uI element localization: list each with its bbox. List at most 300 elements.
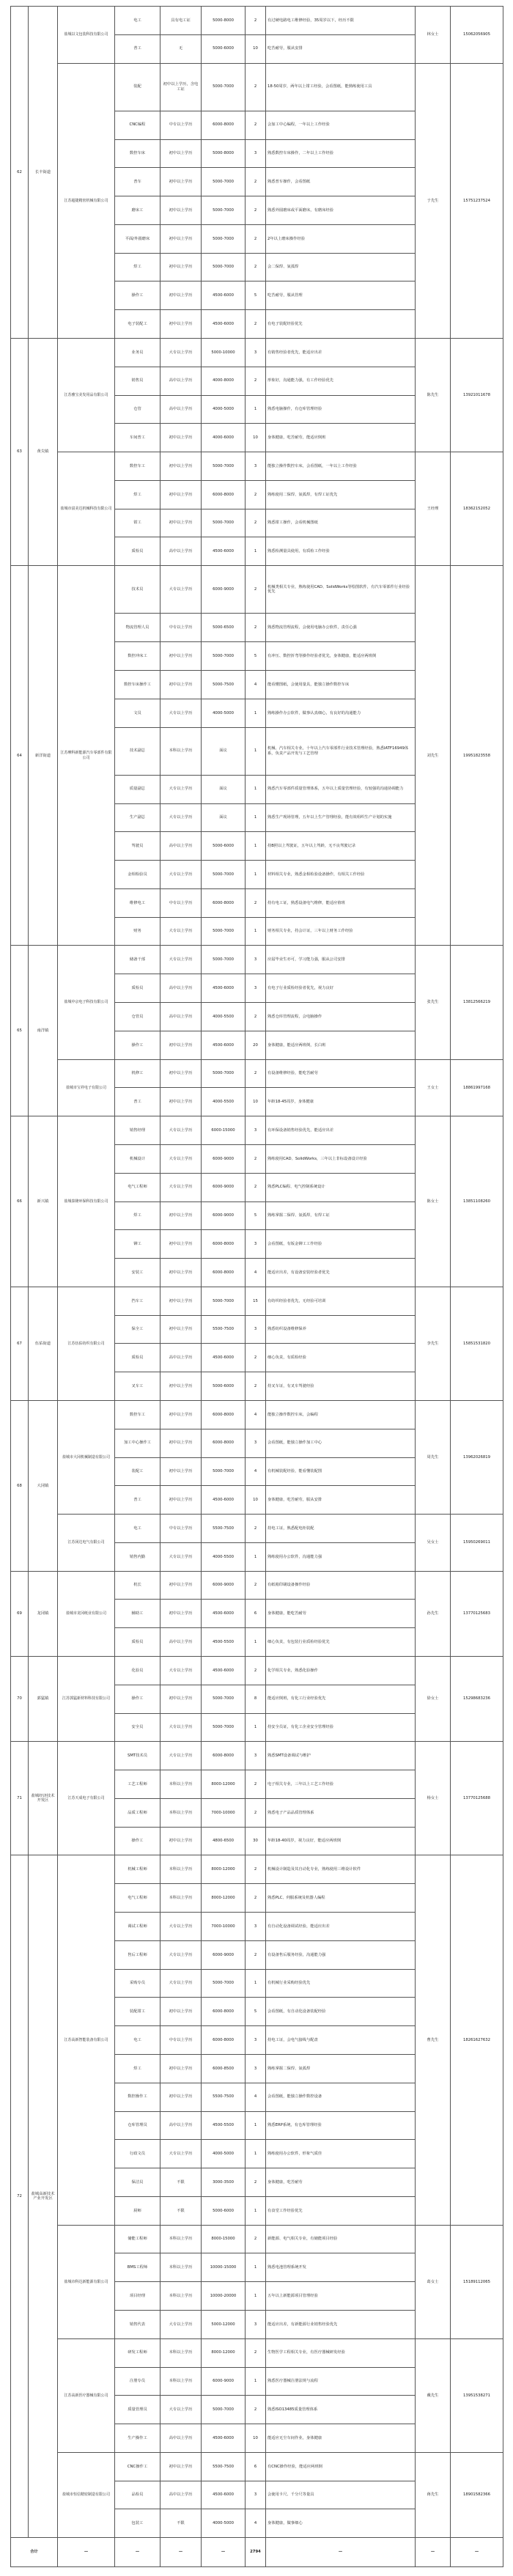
- headcount-cell: 2: [246, 7, 266, 35]
- company-name-cell: 盐城市宝祥电子有限公司: [58, 1059, 115, 1116]
- requirements-cell: 能适应出差，有设备安装经验者优先: [266, 1259, 416, 1287]
- job-title-cell: 电工: [115, 2026, 160, 2055]
- company-name-cell: 江苏天成电子有限公司: [58, 1742, 115, 1855]
- education-cell: 初中以上学历: [160, 1457, 202, 1486]
- job-title-cell: 售后工程师: [115, 1940, 160, 1969]
- company-name-cell: 盐城以文包装科技有限公司: [58, 7, 115, 64]
- job-title-cell: 钳工: [115, 509, 160, 537]
- park-name-cell: 盐城高新技术产业开发区: [29, 1855, 58, 2538]
- education-cell: 大专以上学历: [160, 699, 202, 727]
- group-number-cell: 64: [11, 566, 29, 946]
- salary-cell: 8000-12000: [202, 1884, 246, 1913]
- job-title-cell: CNC编程: [115, 111, 160, 139]
- requirements-cell: 熟悉物流管理流程，会使用电脑办公软件，责任心强: [266, 614, 416, 642]
- headcount-cell: 3: [246, 2481, 266, 2509]
- contact-person-cell: 周先生: [416, 1400, 451, 1514]
- job-title-cell: 质量管理员: [115, 2396, 160, 2424]
- requirements-cell: 熟练掌握二保焊、氩弧焊，有焊工证: [266, 1201, 416, 1230]
- phone-number-cell: 13770125683: [451, 1571, 503, 1656]
- contact-person-cell: 徐女士: [416, 1657, 451, 1742]
- salary-cell: 8000-12000: [202, 2338, 246, 2367]
- headcount-cell: 2: [246, 614, 266, 642]
- park-name-cell: 黄尖镇: [29, 339, 58, 566]
- group-number-cell: 65: [11, 946, 29, 1116]
- education-cell: 大专以上学历: [160, 1713, 202, 1742]
- education-cell: 不限: [160, 2168, 202, 2197]
- job-title-cell: 仓库管理员: [115, 2111, 160, 2140]
- job-title-cell: 电工: [115, 1515, 160, 1543]
- headcount-cell: 2: [246, 888, 266, 917]
- total-count-cell: 2794: [246, 2538, 266, 2567]
- requirements-cell: 有环保设备销售经验优先，能适应出差: [266, 1116, 416, 1145]
- headcount-cell: 2: [246, 1884, 266, 1913]
- phone-number-cell: 15751237524: [451, 63, 503, 338]
- headcount-cell: 2: [246, 566, 266, 614]
- salary-cell: 3000-3500: [202, 2168, 246, 2197]
- table-row: [11, 1742, 503, 1770]
- job-title-cell: 普工: [115, 1088, 160, 1116]
- salary-cell: 8000-12000: [202, 1770, 246, 1799]
- education-cell: 初中以上学历: [160, 1571, 202, 1600]
- job-title-cell: 行政文员: [115, 2140, 160, 2168]
- salary-cell: 5000-10000: [202, 339, 246, 367]
- headcount-cell: 1: [246, 1969, 266, 1998]
- headcount-cell: 1: [246, 832, 266, 861]
- requirements-cell: 熟练操作办公软件，做事认真细心，有良好的沟通能力: [266, 699, 416, 727]
- requirements-cell: 生物医学工程相关专业，有医疗器械研发经验: [266, 2338, 416, 2367]
- headcount-cell: 1: [246, 537, 266, 566]
- contact-person-cell: 孙先生: [416, 1571, 451, 1656]
- job-title-cell: 操作工: [115, 281, 160, 310]
- education-cell: 高中以上学历: [160, 974, 202, 1003]
- requirements-cell: 熟悉PLC、伺服系统及机器人编程: [266, 1884, 416, 1913]
- table-row: [11, 1657, 503, 1685]
- phone-number-cell: 13851108260: [451, 1116, 503, 1287]
- requirements-cell: 有食堂工作经验优先: [266, 2196, 416, 2225]
- phone-number-cell: 13951538271: [451, 2338, 503, 2452]
- education-cell: 初中以上学历: [160, 253, 202, 281]
- requirements-cell: 持安全员证，有化工企业安全管理经验: [266, 1713, 416, 1742]
- education-cell: 初中以上学历: [160, 1287, 202, 1315]
- park-name-cell: 龙冈镇: [29, 1571, 58, 1656]
- headcount-cell: 2: [246, 2168, 266, 2197]
- company-name-cell: 盐城市科达新能源有限公司: [58, 2225, 115, 2338]
- contact-person-cell: 陈女士: [416, 1116, 451, 1287]
- headcount-cell: 1: [246, 775, 266, 803]
- job-title-cell: 仓管: [115, 395, 160, 424]
- job-title-cell: 机修工: [115, 1059, 160, 1088]
- education-cell: 初中以上学历: [160, 1685, 202, 1713]
- salary-cell: 6000-8000: [202, 480, 246, 509]
- headcount-cell: 2: [246, 2396, 266, 2424]
- requirements-cell: 有电子行业质检经验者优先，视力良好: [266, 974, 416, 1003]
- total-row: [11, 2538, 503, 2567]
- headcount-cell: 2: [246, 1059, 266, 1088]
- contact-person-cell: 刘先生: [416, 566, 451, 946]
- education-cell: 大专以上学历: [160, 566, 202, 614]
- headcount-cell: 3: [246, 1913, 266, 1941]
- requirements-cell: 熟悉普车操作，会看图纸: [266, 168, 416, 196]
- salary-cell: 5500-7500: [202, 1515, 246, 1543]
- headcount-cell: 4: [246, 1400, 266, 1429]
- salary-cell: 5000-7000: [202, 1713, 246, 1742]
- headcount-cell: 2: [246, 2225, 266, 2253]
- education-cell: 大专以上学历: [160, 2310, 202, 2338]
- headcount-cell: 2: [246, 111, 266, 139]
- education-cell: 具有电工证: [160, 7, 202, 35]
- job-title-cell: 质检员: [115, 1628, 160, 1657]
- salary-cell: 5000-7000: [202, 1287, 246, 1315]
- requirements-cell: 熟悉钳工操作，会看机械图纸: [266, 509, 416, 537]
- headcount-cell: 4: [246, 2083, 266, 2111]
- headcount-cell: 2: [246, 1657, 266, 1685]
- headcount-cell: 1: [246, 861, 266, 889]
- salary-cell: 10000-15000: [202, 2253, 246, 2282]
- requirements-cell: 熟悉纺织设备维修保养: [266, 1315, 416, 1344]
- company-name-cell: 江苏冈达电气有限公司: [58, 1515, 115, 1572]
- salary-cell: 6000-8000: [202, 888, 246, 917]
- requirements-cell: 五年以上新能源项目管理经验: [266, 2282, 416, 2311]
- requirements-cell: 熟悉汽车零部件质量管理体系，五年以上质量管理经验，有较强的沟通协调能力: [266, 775, 416, 803]
- salary-cell: 5000-7000: [202, 253, 246, 281]
- job-title-cell: 注册专员: [115, 2367, 160, 2396]
- company-name-cell: 江苏雅宝美发用品有限公司: [58, 339, 115, 452]
- education-cell: 本科以上学历: [160, 2367, 202, 2396]
- headcount-cell: 30: [246, 1827, 266, 1855]
- salary-cell: 10000-20000: [202, 2282, 246, 2311]
- job-title-cell: 销售员: [115, 367, 160, 395]
- headcount-cell: 1: [246, 1713, 266, 1742]
- education-cell: 本科以上学历: [160, 1855, 202, 1884]
- salary-cell: 6000-15000: [202, 1116, 246, 1145]
- education-cell: 本科以上学历: [160, 1798, 202, 1827]
- education-cell: 中专以上学历: [160, 111, 202, 139]
- education-cell: 初中以上学历: [160, 1315, 202, 1344]
- phone-number-cell: 15189112065: [451, 2225, 503, 2338]
- education-cell: 高中以上学历: [160, 2424, 202, 2453]
- salary-cell: 5000-8000: [202, 139, 246, 168]
- salary-cell: 5000-6000: [202, 2196, 246, 2225]
- group-number-cell: 69: [11, 1571, 29, 1656]
- requirements-cell: 18-50周岁，两年以上钳工经验，会看图纸，能熟练使用工具: [266, 63, 416, 111]
- requirements-cell: 细心负责，有包装行业质检经验优先: [266, 1628, 416, 1657]
- table-row: [11, 63, 503, 111]
- salary-cell: 5000-7000: [202, 509, 246, 537]
- job-title-cell: 财务: [115, 917, 160, 946]
- education-cell: 初中以上学历，含电工证: [160, 63, 202, 111]
- salary-cell: 面议: [202, 803, 246, 832]
- headcount-cell: 20: [246, 1031, 266, 1059]
- table-row: [11, 946, 503, 974]
- total-dash-cell: —: [115, 2538, 160, 2567]
- education-cell: 初中以上学历: [160, 168, 202, 196]
- headcount-cell: 1: [246, 699, 266, 727]
- table-row: [11, 1059, 503, 1088]
- headcount-cell: 6: [246, 2452, 266, 2481]
- education-cell: 初中以上学历: [160, 1201, 202, 1230]
- requirements-cell: 熟悉数控车床操作，二年以上工作经验: [266, 139, 416, 168]
- requirements-cell: 有过硬电路电工维修经验，35周岁以下，经历不限: [266, 7, 416, 35]
- table-row: [11, 2225, 503, 2253]
- job-title-cell: 电气工程师: [115, 1884, 160, 1913]
- headcount-cell: 5: [246, 1201, 266, 1230]
- requirements-cell: 熟悉电脑操作，有仓库管理经验: [266, 395, 416, 424]
- requirements-cell: 机械、汽车相关专业，十年以上汽车零部件行业技术管理经验，熟悉IATF16949体系，负责产品开发与工艺管理: [266, 727, 416, 775]
- headcount-cell: 4: [246, 1259, 266, 1287]
- job-title-cell: 普工: [115, 1486, 160, 1515]
- job-title-cell: 仓管员: [115, 1003, 160, 1031]
- requirements-cell: 机械设计制造及其自动化专业，熟练使用三维设计软件: [266, 1855, 416, 1884]
- education-cell: 大专以上学历: [160, 1742, 202, 1770]
- requirements-cell: 身体健康，吃苦耐劳: [266, 2168, 416, 2197]
- education-cell: 初中以上学历: [160, 1259, 202, 1287]
- contact-person-cell: 葛女士: [416, 2225, 451, 2338]
- salary-cell: 8000-15000: [202, 2225, 246, 2253]
- salary-cell: 4500-6000: [202, 537, 246, 566]
- education-cell: 初中以上学历: [160, 1031, 202, 1059]
- group-number-cell: 70: [11, 1657, 29, 1742]
- headcount-cell: 1: [246, 1542, 266, 1571]
- job-title-cell: 铆工: [115, 1230, 160, 1259]
- education-cell: 初中以上学历: [160, 1827, 202, 1855]
- headcount-cell: 1: [246, 803, 266, 832]
- salary-cell: 6000-9000: [202, 1571, 246, 1600]
- requirements-cell: 财务相关专业，持会计证，三年以上财务工作经验: [266, 917, 416, 946]
- requirements-cell: 熟悉电子产品品质管理体系: [266, 1798, 416, 1827]
- requirements-cell: 有冲压、数控折弯等操作经验者优先，身体健康，能适应两班倒: [266, 642, 416, 671]
- requirements-cell: 熟练使用办公软件，形象气质佳: [266, 2140, 416, 2168]
- education-cell: 初中以上学历: [160, 671, 202, 699]
- job-title-cell: 品检员: [115, 2481, 160, 2509]
- headcount-cell: 6: [246, 1600, 266, 1628]
- requirements-cell: 有CNC操作经验，能适应两班倒: [266, 2452, 416, 2481]
- job-title-cell: 研发工程师: [115, 2338, 160, 2367]
- requirements-cell: 持B照以上驾驶证，五年以上驾龄，无不良驾驶记录: [266, 832, 416, 861]
- salary-cell: 6000-8000: [202, 1400, 246, 1429]
- headcount-cell: 2: [246, 253, 266, 281]
- job-title-cell: 文员: [115, 699, 160, 727]
- education-cell: 大专以上学历: [160, 803, 202, 832]
- education-cell: 本科以上学历: [160, 2253, 202, 2282]
- job-title-cell: 电子装配工: [115, 310, 160, 339]
- education-cell: 初中以上学历: [160, 424, 202, 452]
- headcount-cell: 2: [246, 367, 266, 395]
- headcount-cell: 2: [246, 1144, 266, 1173]
- salary-cell: 5000-7000: [202, 63, 246, 111]
- job-title-cell: 普工: [115, 34, 160, 63]
- education-cell: 大专以上学历: [160, 2140, 202, 2168]
- education-cell: 大专以上学历: [160, 1542, 202, 1571]
- headcount-cell: 3: [246, 2054, 266, 2083]
- headcount-cell: 3: [246, 1116, 266, 1145]
- education-cell: 中专以上学历: [160, 1515, 202, 1543]
- recruitment-table: [10, 6, 503, 2567]
- job-title-cell: 电工: [115, 7, 160, 35]
- education-cell: 初中以上学历: [160, 1230, 202, 1259]
- job-title-cell: 包装工: [115, 2509, 160, 2538]
- headcount-cell: 2: [246, 1798, 266, 1827]
- headcount-cell: 2: [246, 509, 266, 537]
- requirements-cell: 熟悉生产现场管理，五年以上生产管理经验，能有效组织生产计划的实施: [266, 803, 416, 832]
- salary-cell: 6000-9000: [202, 566, 246, 614]
- education-cell: 无: [160, 34, 202, 63]
- headcount-cell: 1: [246, 2367, 266, 2396]
- requirements-cell: 熟练使用办公软件，沟通能力强: [266, 1542, 416, 1571]
- salary-cell: 4500-6000: [202, 1486, 246, 1515]
- headcount-cell: 1: [246, 2140, 266, 2168]
- headcount-cell: 4: [246, 1457, 266, 1486]
- job-title-cell: 电气工程师: [115, 1173, 160, 1201]
- requirements-cell: 能适应出差，有新能源行业销售经验优先: [266, 2310, 416, 2338]
- salary-cell: 6000-9000: [202, 1144, 246, 1173]
- requirements-cell: 有机械行业采购经验优先: [266, 1969, 416, 1998]
- phone-number-cell: 19951823558: [451, 566, 503, 946]
- education-cell: 高中以上学历: [160, 1003, 202, 1031]
- salary-cell: 5000-6000: [202, 832, 246, 861]
- salary-cell: 6000-8000: [202, 111, 246, 139]
- education-cell: 大专以上学历: [160, 917, 202, 946]
- requirements-cell: 熟悉电池管理系统开发: [266, 2253, 416, 2282]
- education-cell: 高中以上学历: [160, 367, 202, 395]
- education-cell: 本科以上学历: [160, 1770, 202, 1799]
- education-cell: 初中以上学历: [160, 2452, 202, 2481]
- contact-person-cell: 曹先生: [416, 1855, 451, 2225]
- headcount-cell: 5: [246, 281, 266, 310]
- education-cell: 初中以上学历: [160, 1429, 202, 1457]
- job-title-cell: 车间普工: [115, 424, 160, 452]
- requirements-cell: 会看图纸，有钣金铆工工作经验: [266, 1230, 416, 1259]
- headcount-cell: 2: [246, 480, 266, 509]
- requirements-cell: 有纺织经验者优先，无经验可培训: [266, 1287, 416, 1315]
- salary-cell: 5500-7500: [202, 2452, 246, 2481]
- total-dash-cell: —: [266, 2538, 416, 2567]
- requirements-cell: 会加工中心编程，一年以上工作经验: [266, 111, 416, 139]
- contact-person-cell: 李先生: [416, 1287, 451, 1400]
- requirements-cell: 应届毕业生亦可，学习能力强，服从公司安排: [266, 946, 416, 974]
- company-name-cell: 盐城中京电子科技有限公司: [58, 946, 115, 1059]
- headcount-cell: 10: [246, 1088, 266, 1116]
- salary-cell: 5000-8000: [202, 7, 246, 35]
- job-title-cell: 保洁员: [115, 2168, 160, 2197]
- requirements-cell: 熟悉ISO13485质量管理体系: [266, 2396, 416, 2424]
- requirements-cell: 身体健康，吃苦耐劳，能适应倒班: [266, 424, 416, 452]
- headcount-cell: 3: [246, 1230, 266, 1259]
- education-cell: 不限: [160, 2196, 202, 2225]
- salary-cell: 4000-6000: [202, 424, 246, 452]
- phone-number-cell: 15950269011: [451, 1515, 503, 1572]
- job-title-cell: 质检员: [115, 537, 160, 566]
- requirements-cell: 熟悉ERP系统，有仓库管理经验: [266, 2111, 416, 2140]
- education-cell: 高中以上学历: [160, 1344, 202, 1372]
- requirements-cell: 持电工证，会电气接线与配盘: [266, 2026, 416, 2055]
- salary-cell: 6000-9000: [202, 1173, 246, 1201]
- salary-cell: 5500-7500: [202, 2083, 246, 2111]
- salary-cell: 6000-8000: [202, 1742, 246, 1770]
- salary-cell: 8000-12000: [202, 1855, 246, 1884]
- salary-cell: 4500-6000: [202, 2424, 246, 2453]
- group-number-cell: 62: [11, 7, 29, 339]
- salary-cell: 5000-7000: [202, 1457, 246, 1486]
- requirements-cell: 有设备售后服务经验，沟通能力强: [266, 1940, 416, 1969]
- job-title-cell: 项目经理: [115, 2282, 160, 2311]
- salary-cell: 5000-12000: [202, 2310, 246, 2338]
- company-name-cell: 江苏高新智能装备有限公司: [58, 1855, 115, 2225]
- requirements-cell: 熟练使用CAD、SolidWorks，三年以上非标设备设计经验: [266, 1144, 416, 1173]
- requirements-cell: 熟练使用二保焊、氩弧焊，有焊工证优先: [266, 480, 416, 509]
- headcount-cell: 1: [246, 2111, 266, 2140]
- headcount-cell: 1: [246, 2253, 266, 2282]
- salary-cell: 4000-8000: [202, 367, 246, 395]
- salary-cell: 4800-6500: [202, 1827, 246, 1855]
- headcount-cell: 2: [246, 310, 266, 339]
- education-cell: 初中以上学历: [160, 1088, 202, 1116]
- salary-cell: 6000-9000: [202, 2367, 246, 2396]
- company-name-cell: 江苏郭猛新材料科技有限公司: [58, 1657, 115, 1742]
- salary-cell: 5000-7000: [202, 168, 246, 196]
- job-title-cell: 采购专员: [115, 1969, 160, 1998]
- group-number-cell: 68: [11, 1400, 29, 1571]
- education-cell: 高中以上学历: [160, 1628, 202, 1657]
- headcount-cell: 15: [246, 1287, 266, 1315]
- job-title-cell: 挡车工: [115, 1287, 160, 1315]
- company-name-cell: 盐城泰隆环保科技有限公司: [58, 1116, 115, 1287]
- salary-cell: 5000-7000: [202, 1969, 246, 1998]
- requirements-cell: 有设备维修经验，能吃苦耐劳: [266, 1059, 416, 1088]
- contact-person-cell: 王经理: [416, 452, 451, 566]
- requirements-cell: 会二保焊、氩弧焊: [266, 253, 416, 281]
- education-cell: 本科以上学历: [160, 1884, 202, 1913]
- requirements-cell: 熟悉仓库管理流程，会电脑操作: [266, 1003, 416, 1031]
- requirements-cell: 2年以上磨床操作经验: [266, 224, 416, 253]
- salary-cell: 7000-10000: [202, 1798, 246, 1827]
- education-cell: 大专以上学历: [160, 1913, 202, 1941]
- salary-cell: 5000-7000: [202, 1685, 246, 1713]
- job-title-cell: 数控冲床工: [115, 642, 160, 671]
- job-title-cell: 操作工: [115, 1827, 160, 1855]
- job-title-cell: 驾驶员: [115, 832, 160, 861]
- education-cell: 大专以上学历: [160, 1173, 202, 1201]
- park-name-cell: 新洋街道: [29, 566, 58, 946]
- job-title-cell: 物流管理人员: [115, 614, 160, 642]
- contact-person-cell: 张先生: [416, 946, 451, 1059]
- education-cell: 高中以上学历: [160, 395, 202, 424]
- salary-cell: 6000-8000: [202, 1259, 246, 1287]
- education-cell: 大专以上学历: [160, 861, 202, 889]
- table-row: [11, 339, 503, 367]
- group-number-cell: 63: [11, 339, 29, 566]
- requirements-cell: 细心负责，有质检经验: [266, 1344, 416, 1372]
- education-cell: 高中以上学历: [160, 832, 202, 861]
- headcount-cell: 2: [246, 1770, 266, 1799]
- salary-cell: 4000-5000: [202, 2140, 246, 2168]
- table-row: [11, 2338, 503, 2367]
- job-title-cell: 品质工程师: [115, 1798, 160, 1827]
- requirements-cell: 能独立操作数控车床，会看图纸，一年以上工作经验: [266, 452, 416, 481]
- total-dash-cell: —: [416, 2538, 451, 2567]
- education-cell: 初中以上学历: [160, 310, 202, 339]
- job-title-cell: 储备干部: [115, 946, 160, 974]
- education-cell: 初中以上学历: [160, 1998, 202, 2026]
- contact-person-cell: 林女士: [416, 7, 451, 64]
- education-cell: 大专以上学历: [160, 1144, 202, 1173]
- phone-number-cell: 18362152052: [451, 452, 503, 566]
- table-row: [11, 1287, 503, 1315]
- headcount-cell: 5: [246, 1998, 266, 2026]
- job-title-cell: 金相检验员: [115, 861, 160, 889]
- salary-cell: 5500-7500: [202, 1315, 246, 1344]
- table-row: [11, 1855, 503, 1884]
- job-title-cell: 机械工程师: [115, 1855, 160, 1884]
